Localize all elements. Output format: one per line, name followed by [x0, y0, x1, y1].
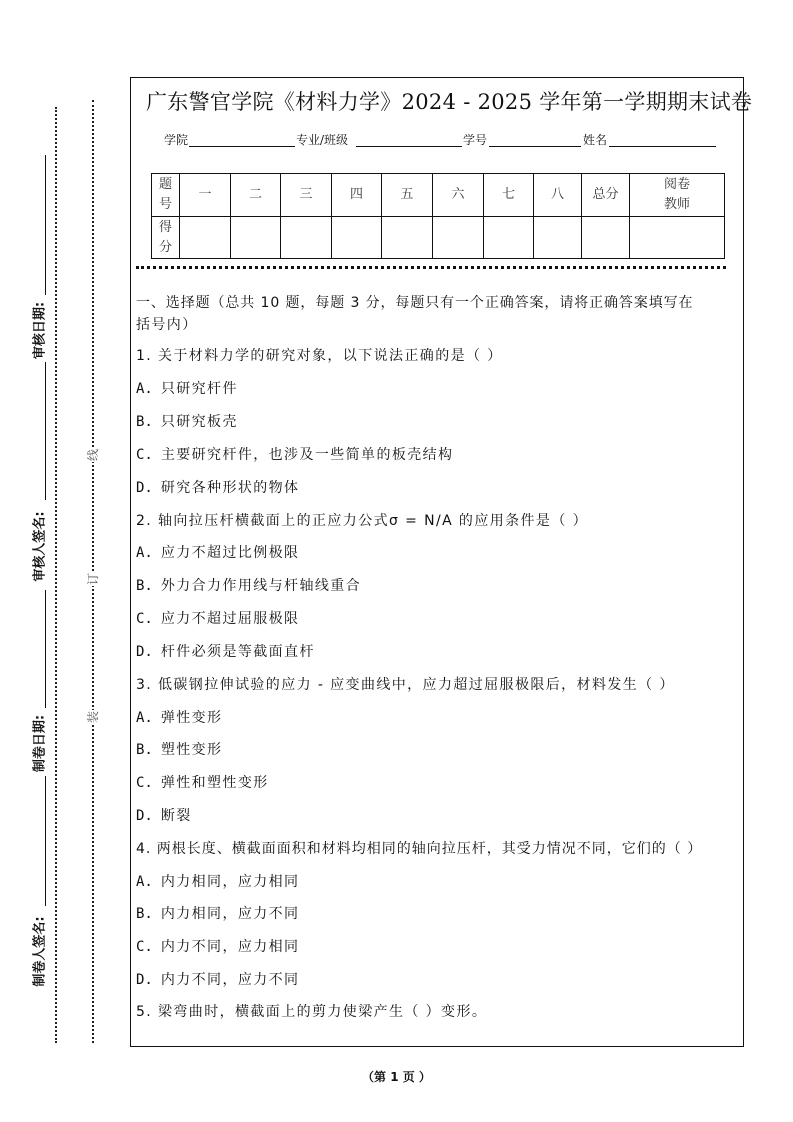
section-heading: 一、选择题（总共 10 题，每题 3 分，每题只有一个正确答案，请将正确答案填写在 [136, 295, 694, 311]
option-a[interactable] [136, 707, 222, 727]
option-d[interactable] [136, 805, 192, 825]
signature-line [45, 155, 46, 295]
cut-char-ding: 订 [86, 573, 100, 586]
option-key: A. [136, 710, 153, 726]
option-text: 外力合力作用线与杆轴线重合 [160, 578, 362, 594]
grader-label-line: 教师 [663, 197, 690, 212]
option-key: B. [136, 742, 153, 758]
paper-date-label: 制卷日期: [32, 714, 48, 773]
option-c[interactable] [136, 444, 453, 464]
option-key: D. [136, 480, 153, 496]
option-b[interactable] [136, 575, 361, 595]
exam-title: 广东警官学院《材料力学》2024 - 2025 学年第一学期期末试卷 [146, 90, 753, 114]
option-text: 研究各种形状的物体 [160, 480, 300, 496]
option-text: 内力不同，应力不同 [160, 972, 300, 988]
col-header: 三 [281, 174, 332, 217]
col-header: 四 [332, 174, 382, 217]
col-header: 二 [231, 174, 281, 217]
score-cell[interactable] [332, 217, 382, 259]
option-key: D. [136, 972, 153, 988]
score-cell[interactable] [484, 217, 534, 259]
option-text: 断裂 [160, 808, 192, 824]
question-stem: 1. 关于材料力学的研究对象，以下说法正确的是（ ） [136, 348, 503, 364]
option-c[interactable] [136, 936, 299, 956]
row-header-char: 分 [158, 239, 172, 255]
reviewer-signature-label: 审核人签名: [32, 511, 48, 582]
option-key: A. [136, 545, 153, 561]
col-header: 一 [180, 174, 231, 217]
option-text: 只研究板壳 [160, 414, 238, 430]
score-cell[interactable] [382, 217, 433, 259]
option-text: 内力相同，应力不同 [160, 906, 300, 922]
option-text: 应力不超过比例极限 [160, 545, 300, 561]
col-header: 八 [534, 174, 582, 217]
row-header-question [152, 174, 180, 217]
signature-line [45, 776, 46, 906]
review-date-label: 审核日期: [32, 301, 48, 360]
option-text: 主要研究杆件，也涉及一些简单的板壳结构 [160, 447, 454, 463]
question-stem: 4. 两根长度、横截面面积和材料均相同的轴向拉压杆，其受力情况不同，它们的（ ） [136, 841, 703, 857]
option-key: D. [136, 808, 153, 824]
score-table [151, 173, 725, 259]
option-d[interactable] [136, 641, 315, 661]
col-header: 五 [382, 174, 433, 217]
row-header-char: 号 [158, 197, 172, 212]
student-id-input[interactable] [489, 146, 581, 147]
page-number: （第 1 页 ） [362, 1070, 431, 1084]
col-header: 七 [484, 174, 534, 217]
col-header: 六 [433, 174, 484, 217]
field-label-student-id: 学号 [463, 133, 488, 147]
option-key: C. [136, 939, 153, 955]
major-class-input[interactable] [356, 146, 462, 147]
cut-char-zhuang: 装 [86, 711, 100, 724]
score-cell[interactable] [180, 217, 231, 259]
section-heading-cont: 括号内） [136, 317, 198, 333]
score-cell[interactable] [281, 217, 332, 259]
field-label-major-class: 专业/班级 [296, 133, 349, 147]
option-key: C. [136, 775, 153, 791]
outer-dotted-line [55, 107, 57, 1043]
option-key: D. [136, 644, 153, 660]
field-label-college: 学院 [164, 133, 189, 147]
option-d[interactable] [136, 477, 299, 497]
option-c[interactable] [136, 608, 299, 628]
field-label-name: 姓名 [583, 133, 608, 147]
option-a[interactable] [136, 871, 299, 891]
grader-label-line: 阅卷 [663, 177, 690, 192]
row-header-score [152, 217, 180, 259]
option-text: 弹性变形 [160, 710, 223, 726]
option-b[interactable] [136, 739, 222, 759]
col-header-total: 总分 [582, 174, 630, 217]
name-input[interactable] [609, 146, 716, 147]
option-key: B. [136, 414, 153, 430]
option-d[interactable] [136, 969, 299, 989]
option-key: A. [136, 381, 153, 397]
paper-author-signature-label: 制卷人签名: [32, 916, 48, 987]
option-text: 应力不超过屈服极限 [160, 611, 300, 627]
option-b[interactable] [136, 903, 299, 923]
option-a[interactable] [136, 378, 238, 398]
score-cell[interactable] [231, 217, 281, 259]
option-text: 弹性和塑性变形 [160, 775, 269, 791]
option-key: C. [136, 611, 153, 627]
option-text: 只研究杆件 [160, 381, 238, 397]
question-stem: 3. 低碳钢拉伸试验的应力 - 应变曲线中，应力超过屈服极限后，材料发生（ ） [136, 677, 675, 693]
signature-line [45, 590, 46, 708]
option-b[interactable] [136, 411, 238, 431]
option-key: A. [136, 874, 153, 890]
option-text: 杆件必须是等截面直杆 [160, 644, 315, 660]
option-key: C. [136, 447, 153, 463]
option-key: B. [136, 906, 153, 922]
option-text: 塑性变形 [160, 742, 223, 758]
score-cell[interactable] [433, 217, 484, 259]
option-text: 内力不同，应力相同 [160, 939, 300, 955]
cut-char-xian: 线 [86, 449, 100, 462]
signature-line [45, 362, 46, 500]
option-key: B. [136, 578, 153, 594]
score-cell[interactable] [534, 217, 582, 259]
col-header-grader [630, 174, 725, 217]
question-stem: 2. 轴向拉压杆横截面上的正应力公式σ = N/A 的应用条件是（ ） [136, 513, 588, 529]
option-a[interactable] [136, 542, 299, 562]
option-c[interactable] [136, 772, 269, 792]
option-text: 内力相同，应力相同 [160, 874, 300, 890]
score-cell-total[interactable] [582, 217, 630, 259]
score-cell-grader[interactable] [630, 217, 725, 259]
college-input[interactable] [189, 146, 295, 147]
row-header-char: 得 [158, 219, 172, 235]
dotted-separator [136, 266, 726, 269]
row-header-char: 题 [158, 177, 172, 192]
question-stem: 5. 梁弯曲时，横截面上的剪力使梁产生（ ）变形。 [136, 1004, 488, 1020]
